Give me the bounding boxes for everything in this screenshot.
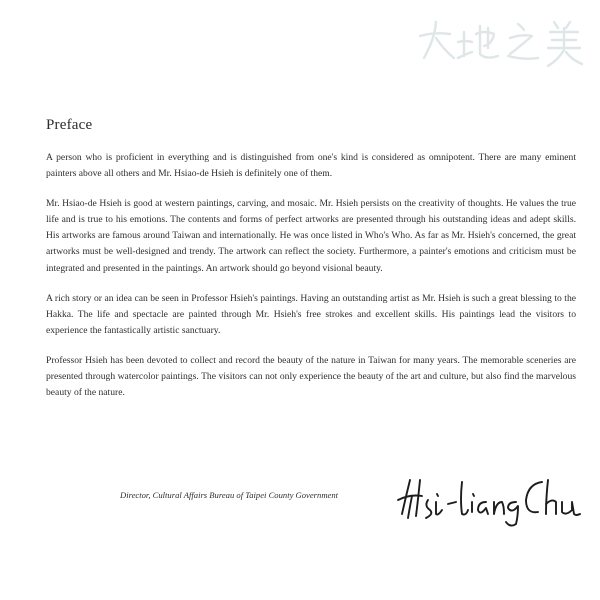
paragraph-4: Professor Hsieh has been devoted to collect and record the beauty of the nature in Taiwan for many years. The memorable sceneries are presented through watercolor paintings. The visitors can not only experience the beauty of the art and culture, but also find the marvelous beauty of the nature. — [46, 354, 576, 399]
handwritten-signature-icon — [396, 470, 582, 528]
preface-body — [46, 150, 576, 415]
signature-block — [120, 470, 590, 530]
page-title: Preface — [46, 117, 93, 133]
paragraph-2: Mr. Hsiao-de Hsieh is good at western paintings, carving, and mosaic. Mr. Hsieh persists on the creativity of thoughts. He values the true life and is true to his emotions. The contents and forms of perfect artworks are presented through his outstanding ideas and adept skills. His artworks are famous around Taiwan and internationally. He was once listed in Who's Who. As far as Mr. Hsieh's concerned, the great artworks must be well-designed and trendy. The artwork can reflect the society. Furthermore, a painter's emotions and criticism must be integrated and presented in the paintings. An artwork should go beyond visional beauty. — [46, 198, 576, 274]
signer-title: Director, Cultural Affairs Bureau of Taipei County Government — [120, 490, 339, 500]
paragraph-3: A rich story or an idea can be seen in Professor Hsieh's paintings. Having an outstanding artist as Mr. Hsieh is such a great blessing to the Hakka. The life and spectacle are painted through Mr. Hsieh's free strokes and excellent skills. His paintings lead the visitors to experience the fantastically artistic sanctuary. — [46, 292, 576, 336]
paragraph-1: A person who is proficient in everything and is distinguished from one's kind is considered as omnipotent. There are many eminent painters above all others and Mr. Hsiao-de Hsieh is definitely one of them. — [46, 152, 576, 180]
calligraphy-watermark-icon — [414, 14, 586, 72]
